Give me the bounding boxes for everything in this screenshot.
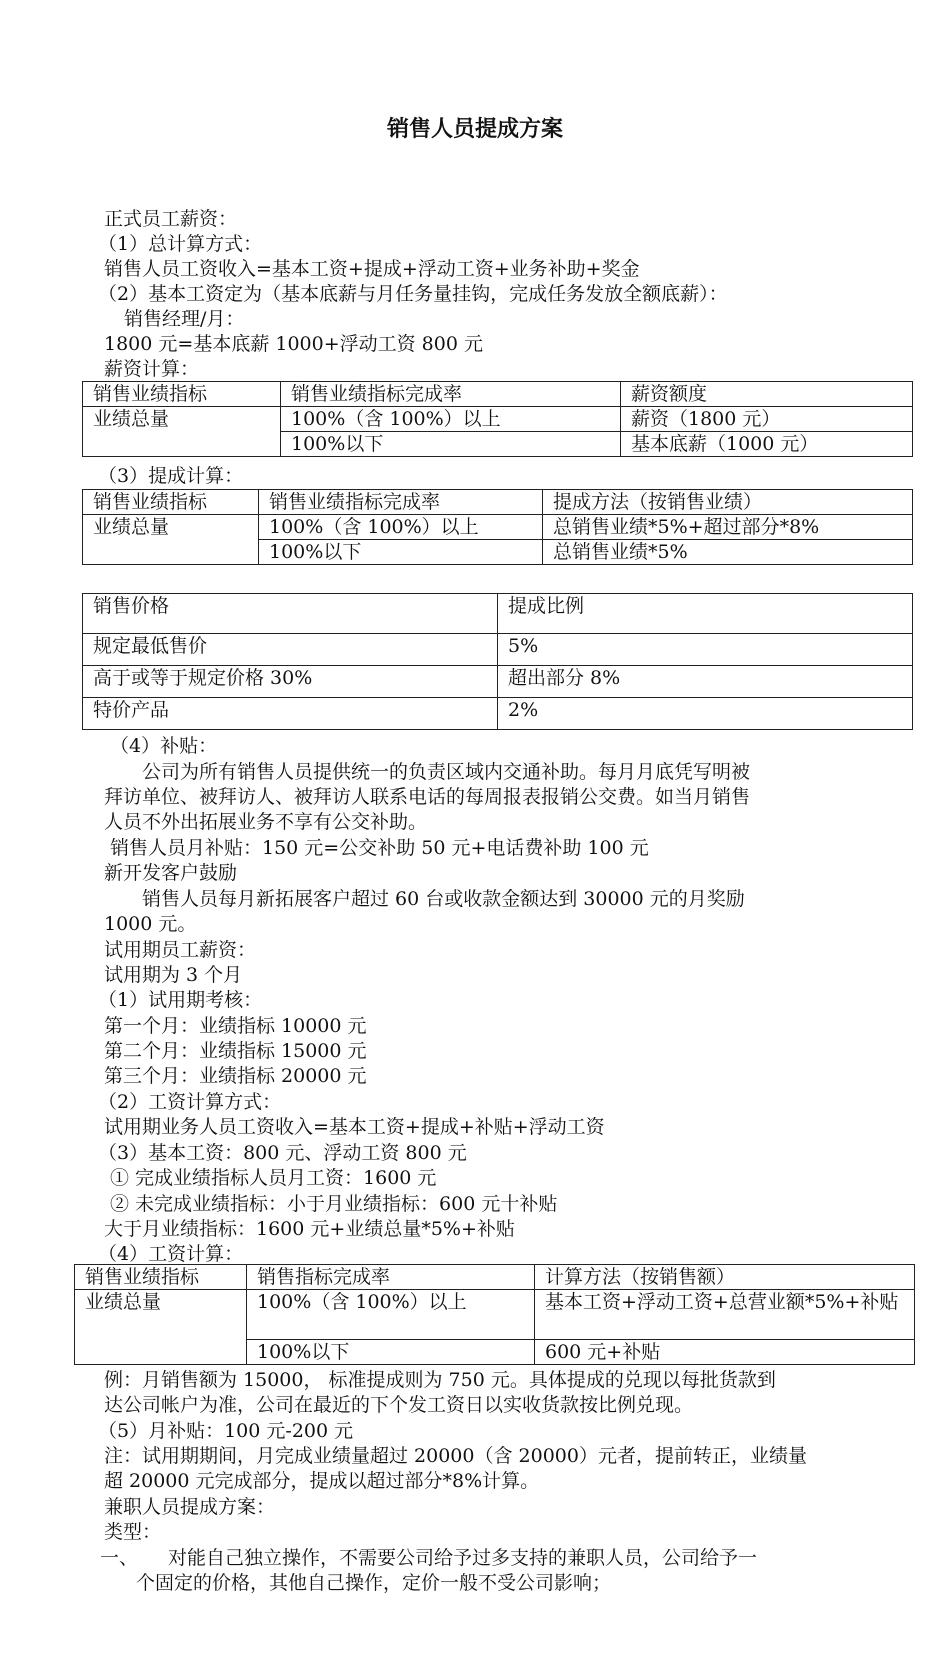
section-heading-formal: 正式员工薪资： (104, 208, 238, 230)
table-cell: 100%以下 (259, 540, 543, 565)
table-cell: 总销售业绩*5%+超过部分*8% (543, 515, 913, 540)
table-cell: 基本底薪（1000 元） (621, 432, 913, 457)
table-header: 销售业绩指标完成率 (259, 490, 543, 515)
text-line: （3）提成计算： (98, 465, 244, 487)
text-line: 销售人员月补贴：150 元=公交补助 50 元+电话费补助 100 元 (110, 837, 649, 859)
text-line: （2）基本工资定为（基本底薪与月任务量挂钩，完成任务发放全额底薪）： (98, 283, 728, 305)
page-title: 销售人员提成方案 (386, 117, 563, 142)
text-line: （3）基本工资：800 元、浮动工资 800 元 (98, 1142, 467, 1164)
table-cell: 业绩总量 (75, 1290, 247, 1365)
text-line: 试用期业务人员工资收入=基本工资+提成+补贴+浮动工资 (104, 1116, 605, 1138)
commission-table (82, 489, 913, 565)
section-heading-trial: 试用期员工薪资： (104, 939, 257, 961)
table-cell: 业绩总量 (83, 515, 259, 565)
text-line: ② 未完成业绩指标：小于月业绩指标：600 元十补贴 (110, 1193, 558, 1215)
table-cell: 100%（含 100%）以上 (247, 1290, 535, 1340)
text-line: 大于月业绩指标：1600 元+业绩总量*5%+补贴 (104, 1218, 515, 1240)
text-line: 第一个月：业绩指标 10000 元 (104, 1015, 367, 1037)
table-header: 销售价格 (83, 594, 498, 634)
table-cell: 100%（含 100%）以上 (259, 515, 543, 540)
text-line: 拜访单位、被拜访人、被拜访人联系电话的每周报表报销公交费。如当月销售 (104, 786, 751, 808)
text-line: 注：试用期期间，月完成业绩量超过 20000（含 20000）元者，提前转正，业绩量 (104, 1445, 807, 1467)
table-cell: 600 元+补贴 (535, 1340, 915, 1365)
text-line: 销售人员每月新拓展客户超过 60 台或收款金额达到 30000 元的月奖励 (142, 888, 745, 910)
table-cell: 2% (498, 698, 913, 730)
text-line: （1）总计算方式： (98, 233, 263, 255)
text-line: （2）工资计算方式： (98, 1091, 282, 1113)
table-cell: 超出部分 8% (498, 666, 913, 698)
table-header: 销售指标完成率 (247, 1265, 535, 1290)
text-line: 第三个月：业绩指标 20000 元 (104, 1065, 367, 1087)
text-line: 销售经理/月： (124, 308, 245, 330)
table-cell: 业绩总量 (83, 407, 281, 457)
text-line: 第二个月：业绩指标 15000 元 (104, 1040, 367, 1062)
text-line: ① 完成业绩指标人员月工资：1600 元 (110, 1167, 437, 1189)
table-header: 销售业绩指标 (75, 1265, 247, 1290)
text-line: 达公司帐户为准，公司在最近的下个发工资日以实收货款按比例兑现。 (104, 1394, 694, 1416)
text-line: （5）月补贴：100 元-200 元 (98, 1420, 354, 1442)
text-line: 销售人员工资收入=基本工资+提成+浮动工资+业务补助+奖金 (104, 258, 640, 280)
table-header: 销售业绩指标 (83, 490, 259, 515)
text-line: 1000 元。 (104, 913, 197, 935)
text-line: 超 20000 元完成部分，提成以超过部分*8%计算。 (104, 1470, 540, 1492)
text-line: 个固定的价格，其他自己操作，定价一般不受公司影响； (136, 1572, 612, 1594)
text-line: 人员不外出拓展业务不享有公交补助。 (104, 811, 428, 833)
table-cell: 基本工资+浮动工资+总营业额*5%+补贴 (535, 1290, 915, 1340)
trial-wage-table (74, 1264, 915, 1365)
price-ratio-table (82, 593, 913, 730)
table-cell: 100%（含 100%）以上 (281, 407, 621, 432)
text-line: 新开发客户鼓励 (104, 862, 238, 884)
section-heading-parttime: 兼职人员提成方案： (104, 1496, 276, 1518)
table-cell: 5% (498, 634, 913, 666)
text-line: 类型： (104, 1521, 162, 1543)
text-line: 例：月销售额为 15000， 标准提成则为 750 元。具体提成的兑现以每批货款到 (104, 1369, 776, 1391)
text-line: （4）补贴： (110, 735, 218, 757)
text-line: 对能自己独立操作，不需要公司给予过多支持的兼职人员，公司给予一 (168, 1547, 758, 1569)
table-cell: 总销售业绩*5% (543, 540, 913, 565)
table-header: 销售业绩指标完成率 (281, 382, 621, 407)
salary-table (82, 381, 913, 457)
table-cell: 薪资（1800 元） (621, 407, 913, 432)
text-line: 公司为所有销售人员提供统一的负责区域内交通补助。每月月底凭写明被 (142, 761, 751, 783)
text-line: 试用期为 3 个月 (104, 964, 243, 986)
table-header: 提成比例 (498, 594, 913, 634)
table-cell: 规定最低售价 (83, 634, 498, 666)
table-cell: 100%以下 (281, 432, 621, 457)
table-header: 提成方法（按销售业绩） (543, 490, 913, 515)
table-header: 计算方法（按销售额） (535, 1265, 915, 1290)
table-header: 销售业绩指标 (83, 382, 281, 407)
table-header: 薪资额度 (621, 382, 913, 407)
text-line: 1800 元=基本底薪 1000+浮动工资 800 元 (104, 333, 483, 355)
table-cell: 特价产品 (83, 698, 498, 730)
table-cell: 100%以下 (247, 1340, 535, 1365)
text-line: （1）试用期考核： (98, 989, 263, 1011)
text-line: 薪资计算： (104, 358, 200, 380)
text-line: （4）工资计算： (98, 1243, 244, 1265)
list-number: 一、 (100, 1547, 139, 1569)
table-cell: 高于或等于规定价格 30% (83, 666, 498, 698)
